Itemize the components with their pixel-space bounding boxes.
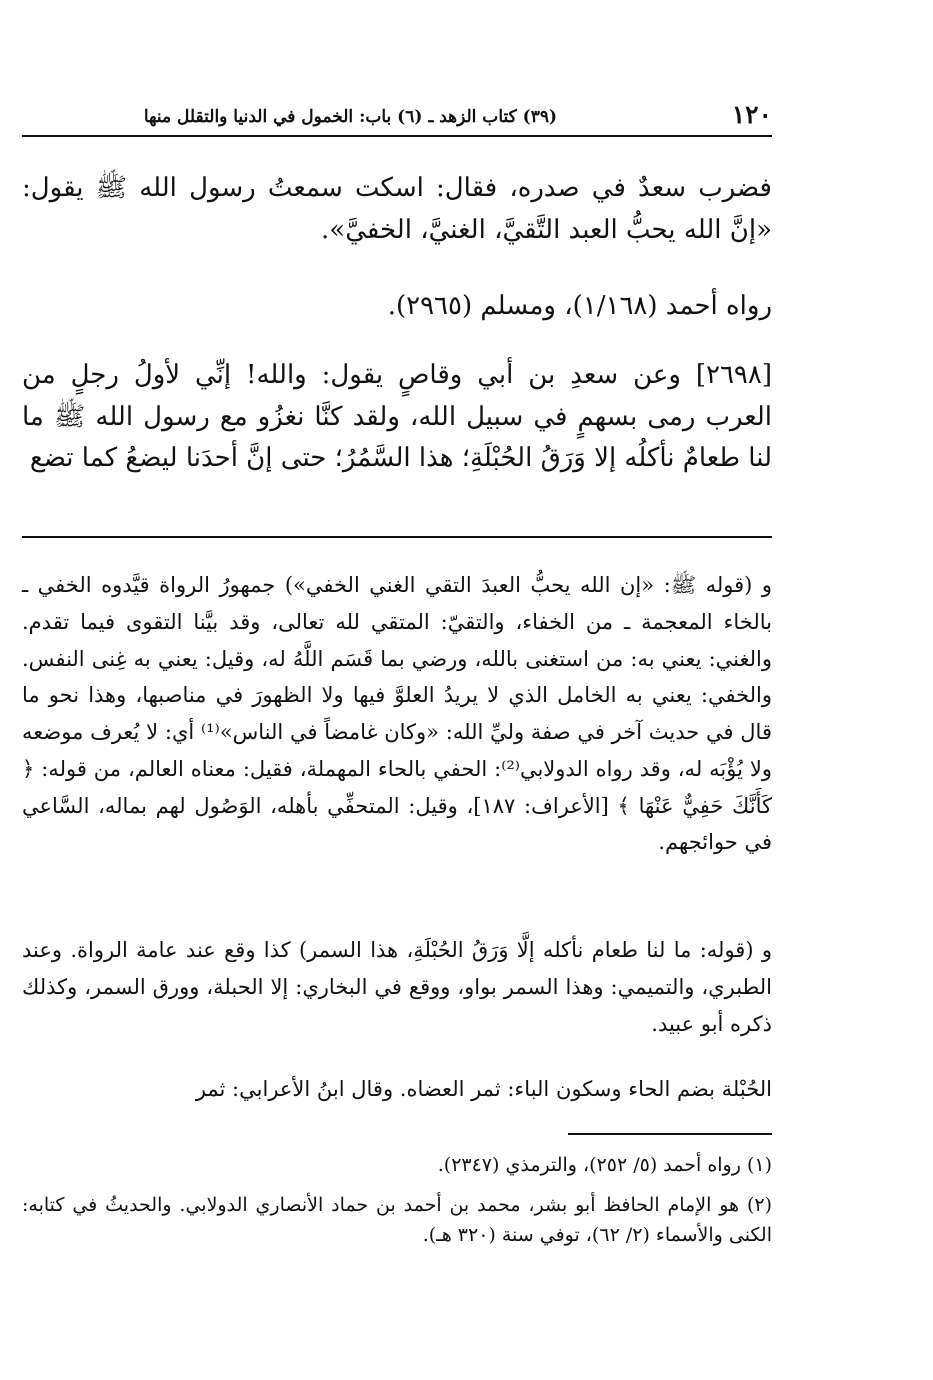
footnote-divider <box>568 1133 772 1135</box>
page-number: ١٢٠ <box>731 100 772 129</box>
main-paragraph-1: فضرب سعدٌ في صدره، فقال: اسكت سمعتُ رسول الله ﷺ يقول: «إنَّ الله يحبُّ العبد التَّقيَّ، الغنيَّ، الخفيَّ». <box>22 173 772 245</box>
main-paragraph-2: رواه أحمد (١/١٦٨)، ومسلم (٢٩٦٥). <box>387 291 772 321</box>
hadith-text: وعن سعدِ بن أبي وقاصٍ يقول: والله! إنِّي لأولُ رجلٍ من العرب رمى بسهمٍ في سبيل الله، ولقد كنَّا نغزُو مع رسول الله ﷺ ما لنا طعامٌ نأكلُه إلا وَرَقُ الحُبْلَةِ؛ هذا السَّمُرُ؛ حتى إنَّ أحدَنا ليضعُ كما تضع <box>22 360 772 474</box>
footnote-2: (٢) هو الإمام الحافظ أبو بشر، محمد بن أحمد بن حماد الأنصاري الدولابي. والحديثُ في كتابه: الكنى والأسماء (٢/ ٦٢)، توفي سنة (٣٢٠ هـ). <box>22 1194 772 1247</box>
page-header <box>22 96 772 132</box>
main-paragraph-3 <box>22 355 772 480</box>
text-commentary-divider <box>22 536 772 538</box>
running-title: (٣٩) كتاب الزهد ـ (٦) باب: الخمول في الدنيا والتقلل منها <box>143 107 557 127</box>
footnote-1: (١) رواه أحمد (٥/ ٢٥٢)، والترمذي (٢٣٤٧). <box>437 1154 772 1176</box>
commentary-paragraph-3: الحُبْلة بضم الحاء وسكون الباء: ثمر العضاه. وقال ابنُ الأعرابي: ثمر <box>195 1077 772 1101</box>
header-divider <box>22 135 772 137</box>
commentary-paragraph-1: و (قوله ﷺ: «إن الله يحبُّ العبدَ التقي الغني الخفي») جمهورُ الرواة قيَّدوه الخفي ـ بالخاء المعجمة ـ من الخفاء، والتقيّ: المتقي لله تعالى، وقد بيَّنا التقوى فيما تقدم. والغني: يعني به: من استغنى بالله، ورضي بما قَسَم اللَّهُ له، وقيل: يعني به غِنى النفس. والخفي: يعني به الخامل الذي لا يريدُ العلوَّ فيها ولا الظهورَ في مناصبها، وهذا نحو ما قال في حديث آخر في صفة وليِّ الله: «وكان غامضاً في الناس»⁽¹⁾ أي: لا يُعرف موضعه ولا يُؤْبَه له، وقد رواه الدولابي⁽²⁾: الحفي بالحاء المهملة، فقيل: معناه العالم، من قوله: ﴿ كَأَنَّكَ حَفِيٌّ عَنْهَا ﴾ [الأعراف: ١٨٧]، وقيل: المتحفِّي بأهله، الوَصُول لهم بماله، السَّاعي في حوائجهم. <box>22 573 772 855</box>
commentary-paragraph-2: و (قوله: ما لنا طعام نأكله إلَّا وَرَقُ الحُبْلَةِ، هذا السمر) كذا وقع عند عامة الرواة. وعند الطبري، والتميمي: وهذا السمر بواو، ووقع في البخاري: إلا الحبلة، وورق السمر، وكذلك ذكره أبو عبيد. <box>22 938 772 1036</box>
hadith-number: [٢٦٩٨] <box>695 360 773 390</box>
